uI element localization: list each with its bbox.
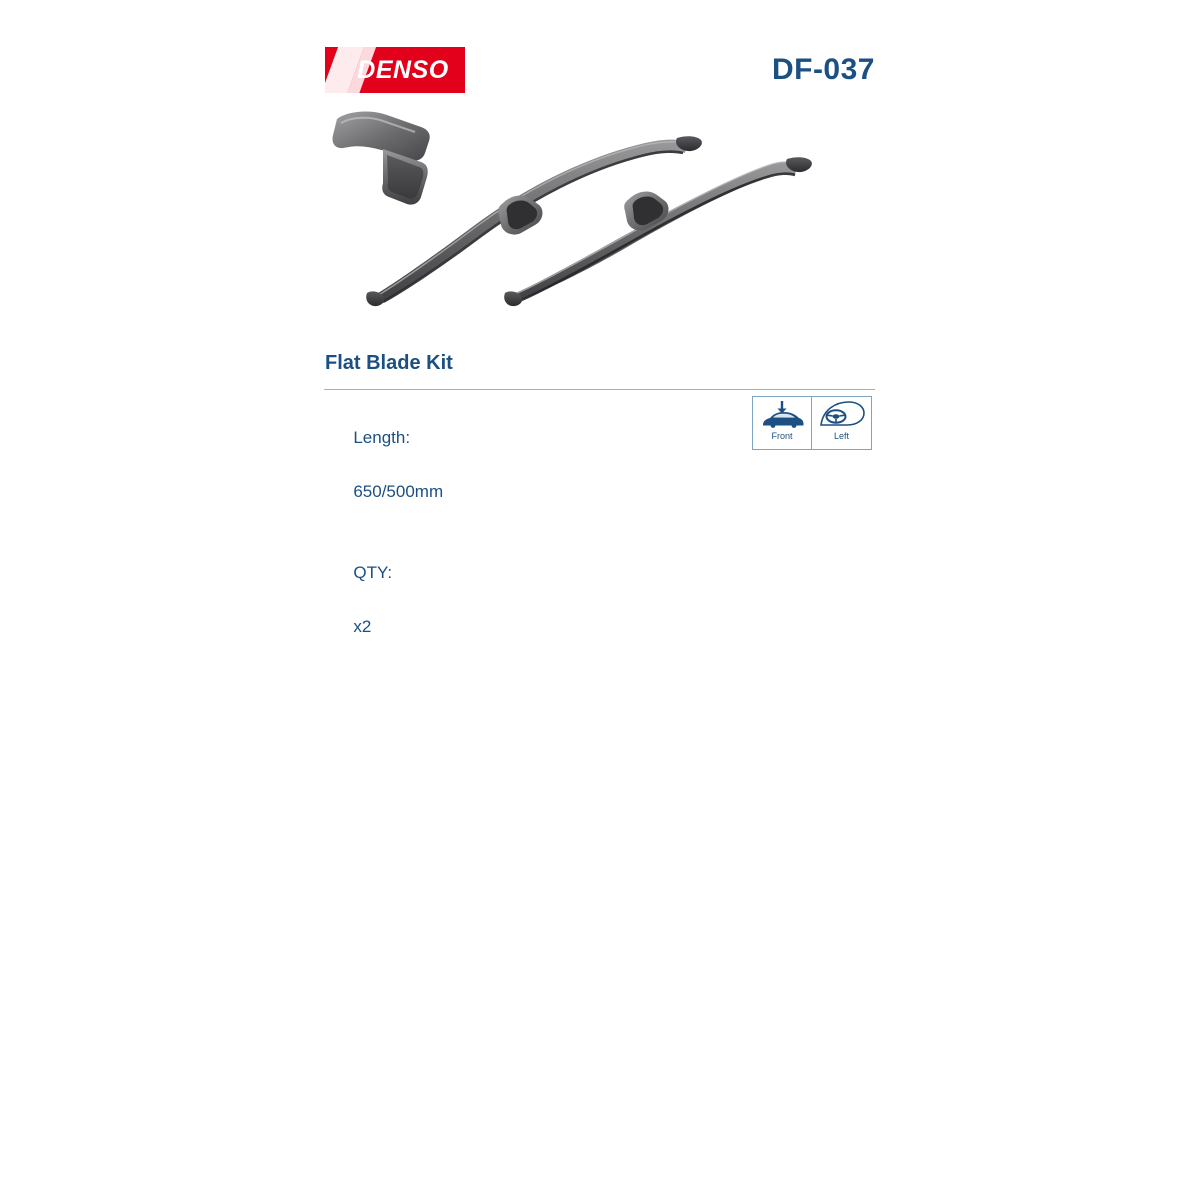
wiper-blade-illustration bbox=[325, 105, 885, 330]
brand-name: DENSO bbox=[357, 55, 449, 84]
sheet-header bbox=[325, 45, 875, 95]
denso-logo bbox=[325, 47, 465, 93]
adapter-clip-icon bbox=[332, 112, 429, 205]
pictogram-front-wiper-position bbox=[752, 396, 812, 450]
pictogram-steering-side bbox=[812, 396, 872, 450]
title-divider bbox=[324, 389, 875, 390]
spec-value-qty: x2 bbox=[353, 617, 372, 636]
pictogram-group bbox=[752, 396, 872, 450]
spec-list bbox=[325, 397, 443, 667]
spec-row-qty bbox=[325, 532, 443, 667]
spec-row-length bbox=[325, 397, 443, 532]
product-image bbox=[325, 105, 885, 330]
car-front-icon bbox=[753, 397, 811, 431]
pictogram-label-left: Left bbox=[833, 431, 849, 441]
page-title: Flat Blade Kit bbox=[325, 352, 453, 374]
pictogram-label-front: Front bbox=[771, 431, 793, 441]
part-number: DF-037 bbox=[771, 53, 875, 86]
spec-value-length: 650/500mm bbox=[353, 482, 444, 501]
steering-wheel-icon bbox=[812, 397, 871, 431]
spec-label-length: Length: bbox=[353, 428, 411, 447]
spec-label-qty: QTY: bbox=[353, 563, 393, 582]
